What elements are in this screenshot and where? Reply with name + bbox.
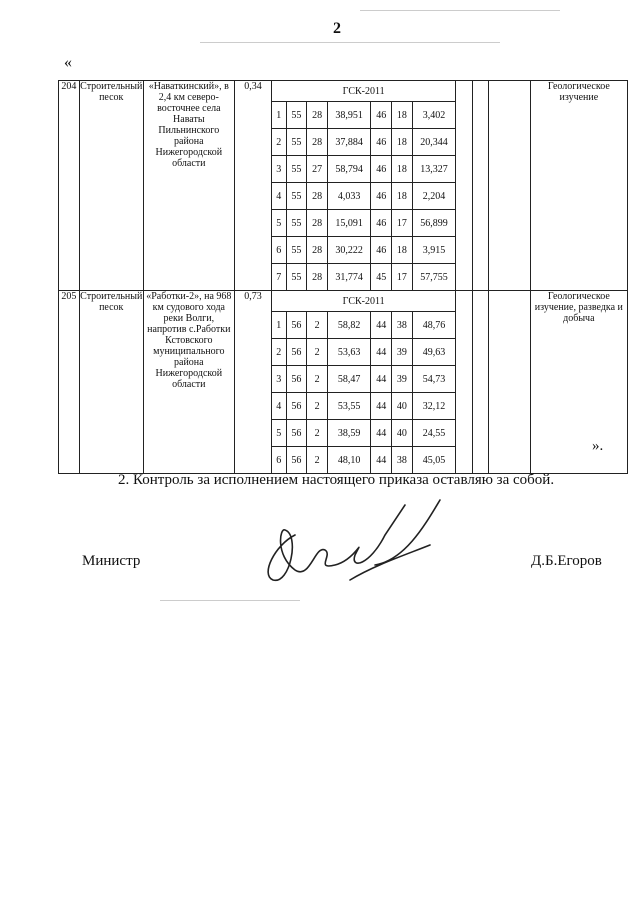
coordinate-cell: 55 <box>286 129 307 156</box>
coordinate-cell: 2 <box>307 420 328 447</box>
area-value: 0,34 <box>234 81 271 291</box>
coordinate-cell: 54,73 <box>412 366 456 393</box>
coordinate-cell: 2,204 <box>412 183 456 210</box>
coordinate-cell: 46 <box>371 102 392 129</box>
coordinate-cell: 17 <box>392 264 413 291</box>
page-number: 2 <box>333 20 341 37</box>
coordinate-cell: 3,402 <box>412 102 456 129</box>
coordinate-cell: 39 <box>392 366 413 393</box>
coordinate-cell: 3,915 <box>412 237 456 264</box>
empty-cell <box>489 291 530 474</box>
coordinate-cell: 1 <box>272 312 286 339</box>
coordinate-cell: 5 <box>272 210 286 237</box>
area-value: 0,73 <box>234 291 271 474</box>
site-description: «Работки-2», на 968 км судового хода реки Волги, напротив с.Работки Кстовского муниципального района Нижегородской области <box>143 291 234 474</box>
table-row <box>59 81 628 102</box>
coordinate-cell: 44 <box>371 312 392 339</box>
coordinate-cell: 53,63 <box>327 339 370 366</box>
scan-artifact <box>160 600 300 601</box>
coordinate-cell: 56 <box>286 339 307 366</box>
coordinate-cell: 18 <box>392 156 413 183</box>
coordinate-cell: 6 <box>272 237 286 264</box>
purpose: Геологическое изучение <box>530 81 627 291</box>
coordinate-cell: 45,05 <box>412 447 456 474</box>
coordinate-cell: 56 <box>286 420 307 447</box>
coordinate-cell: 48,76 <box>412 312 456 339</box>
coordinate-cell: 44 <box>371 447 392 474</box>
coordinate-cell: 58,47 <box>327 366 370 393</box>
coordinate-cell: 46 <box>371 129 392 156</box>
coordinate-cell: 38 <box>392 447 413 474</box>
coordinate-cell: 56 <box>286 366 307 393</box>
coordinate-system: ГСК-2011 <box>272 81 456 102</box>
coordinate-cell: 31,774 <box>327 264 370 291</box>
purpose: Геологическое изучение, разведка и добыча <box>530 291 627 474</box>
coordinate-cell: 49,63 <box>412 339 456 366</box>
coordinate-cell: 55 <box>286 156 307 183</box>
coordinate-cell: 2 <box>272 129 286 156</box>
coordinate-cell: 28 <box>307 102 328 129</box>
coordinate-cell: 46 <box>371 156 392 183</box>
subsoil-registry-table <box>58 80 628 474</box>
coordinate-cell: 18 <box>392 237 413 264</box>
empty-cell <box>489 81 530 291</box>
coordinate-cell: 27 <box>307 156 328 183</box>
coordinate-cell: 13,327 <box>412 156 456 183</box>
coordinate-cell: 37,884 <box>327 129 370 156</box>
coordinate-system: ГСК-2011 <box>272 291 456 312</box>
coordinate-cell: 55 <box>286 264 307 291</box>
coordinate-cell: 32,12 <box>412 393 456 420</box>
coordinate-cell: 58,794 <box>327 156 370 183</box>
coordinate-cell: 38,59 <box>327 420 370 447</box>
coordinate-cell: 40 <box>392 393 413 420</box>
coordinate-cell: 2 <box>307 447 328 474</box>
coordinate-cell: 46 <box>371 210 392 237</box>
coordinate-cell: 2 <box>307 393 328 420</box>
scan-artifact <box>360 10 560 11</box>
coordinate-cell: 44 <box>371 366 392 393</box>
coordinate-cell: 55 <box>286 237 307 264</box>
site-description: «Наваткинский», в 2,4 км северо-восточнее села Наваты Пильнинского района Нижегородской области <box>143 81 234 291</box>
coordinate-cell: 58,82 <box>327 312 370 339</box>
coordinate-cell: 18 <box>392 129 413 156</box>
scan-artifact <box>200 42 500 43</box>
coordinate-cell: 44 <box>371 393 392 420</box>
empty-cell <box>456 291 473 474</box>
coordinate-cell: 56 <box>286 312 307 339</box>
coordinate-cell: 55 <box>286 102 307 129</box>
coordinate-cell: 28 <box>307 264 328 291</box>
coordinate-cell: 4 <box>272 393 286 420</box>
empty-cell <box>472 291 489 474</box>
coordinate-cell: 28 <box>307 129 328 156</box>
coordinate-cell: 44 <box>371 420 392 447</box>
signer-title: Министр <box>82 553 141 569</box>
coordinate-cell: 5 <box>272 420 286 447</box>
coordinate-cell: 6 <box>272 447 286 474</box>
coordinate-cell: 15,091 <box>327 210 370 237</box>
coordinate-cell: 28 <box>307 237 328 264</box>
decree-clause: 2. Контроль за исполнением настоящего приказа оставляю за собой. <box>118 472 555 488</box>
coordinate-cell: 28 <box>307 210 328 237</box>
coordinate-cell: 30,222 <box>327 237 370 264</box>
coordinate-cell: 3 <box>272 366 286 393</box>
coordinate-cell: 56,899 <box>412 210 456 237</box>
empty-cell <box>472 81 489 291</box>
coordinate-cell: 38 <box>392 312 413 339</box>
mineral-type: Строительный песок <box>79 81 143 291</box>
coordinate-cell: 1 <box>272 102 286 129</box>
coordinate-cell: 46 <box>371 237 392 264</box>
table-row <box>59 291 628 312</box>
empty-cell <box>456 81 473 291</box>
row-number: 204 <box>59 81 80 291</box>
handwritten-signature <box>255 495 455 605</box>
coordinate-cell: 3 <box>272 156 286 183</box>
coordinate-cell: 55 <box>286 210 307 237</box>
coordinate-cell: 48,10 <box>327 447 370 474</box>
signer-name: Д.Б.Егоров <box>531 553 602 569</box>
coordinate-cell: 56 <box>286 447 307 474</box>
coordinate-cell: 17 <box>392 210 413 237</box>
mineral-type: Строительный песок <box>79 291 143 474</box>
coordinate-cell: 56 <box>286 393 307 420</box>
close-quote: ». <box>592 438 604 454</box>
coordinate-cell: 20,344 <box>412 129 456 156</box>
coordinate-cell: 44 <box>371 339 392 366</box>
coordinate-cell: 45 <box>371 264 392 291</box>
coordinate-cell: 55 <box>286 183 307 210</box>
row-number: 205 <box>59 291 80 474</box>
coordinate-cell: 28 <box>307 183 328 210</box>
coordinate-cell: 40 <box>392 420 413 447</box>
coordinate-cell: 4,033 <box>327 183 370 210</box>
open-quote: « <box>64 54 72 71</box>
coordinate-cell: 57,755 <box>412 264 456 291</box>
coordinate-cell: 39 <box>392 339 413 366</box>
coordinate-cell: 24,55 <box>412 420 456 447</box>
coordinate-cell: 53,55 <box>327 393 370 420</box>
coordinate-cell: 7 <box>272 264 286 291</box>
coordinate-cell: 38,951 <box>327 102 370 129</box>
coordinate-cell: 46 <box>371 183 392 210</box>
coordinate-cell: 2 <box>272 339 286 366</box>
coordinate-cell: 18 <box>392 183 413 210</box>
coordinate-cell: 4 <box>272 183 286 210</box>
coordinate-cell: 18 <box>392 102 413 129</box>
coordinate-cell: 2 <box>307 366 328 393</box>
coordinate-cell: 2 <box>307 312 328 339</box>
coordinate-cell: 2 <box>307 339 328 366</box>
